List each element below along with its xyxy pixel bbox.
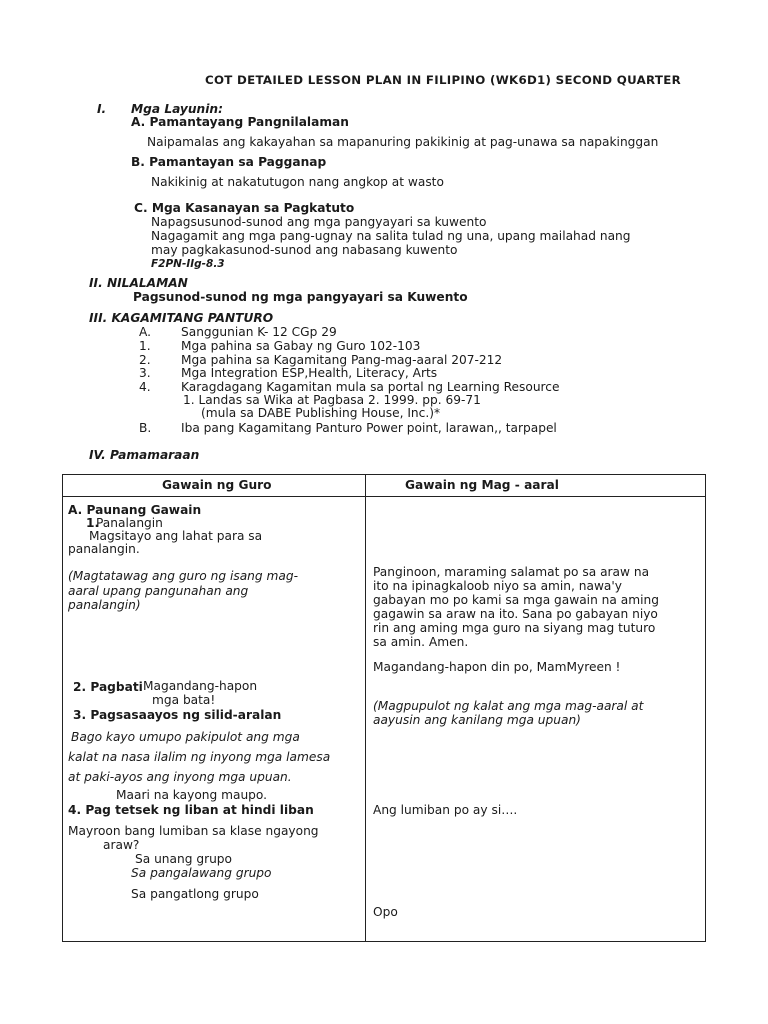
header-divider <box>63 496 705 497</box>
group-3: Sa pangatlong grupo <box>131 887 259 901</box>
prayer-note-line-2: aaral upang pangunahan ang <box>68 584 249 598</box>
column-header-mag-aaral: Gawain ng Mag - aaral <box>405 478 559 492</box>
pangnilalaman-text: Naipamalas ang kakayahan sa mapanuring pakikinig at pag-unawa sa napakinggan <box>147 135 659 149</box>
section-heading-nilalaman: II. NILALAMAN <box>89 276 188 290</box>
list-marker: 4. <box>139 380 151 394</box>
pagsasaayos-line-1: Bago kayo umupo pakipulot ang mga <box>71 730 300 744</box>
item-number: 1. <box>86 516 100 530</box>
absent-response: Ang lumiban po ay si…. <box>373 803 518 817</box>
kasanayan-line-2: Nagagamit ang mga pang-ugnay na salita tulad ng una, upang mailahad nang <box>151 229 631 243</box>
section-number-1: I. <box>97 102 107 116</box>
list-marker: 2. <box>139 353 151 367</box>
section-heading-layunin: Mga Layunin: <box>131 102 223 116</box>
subheading-pamantayan-pagganap: B. Pamantayan sa Pagganap <box>131 155 327 169</box>
group-1: Sa unang grupo <box>135 852 232 866</box>
pagbati-text-2: mga bata! <box>152 693 216 707</box>
list-item: Sanggunian K- 12 CGp 29 <box>181 325 337 339</box>
list-marker: A. <box>139 325 151 339</box>
list-marker: 1. <box>139 339 151 353</box>
greeting-response: Magandang-hapon din po, MamMyreen ! <box>373 660 621 674</box>
pagsasaayos-line-4: Maari na kayong maupo. <box>116 788 268 802</box>
subheading-kasanayan: C. Mga Kasanayan sa Pagkatuto <box>134 201 355 215</box>
section-heading-pamamaraan: IV. Pamamaraan <box>89 448 200 462</box>
pagganap-text: Nakikinig at nakatutugon nang angkop at wasto <box>151 175 444 189</box>
list-item: Mga pahina sa Kagamitang Pang-mag-aaral 207-212 <box>181 353 503 367</box>
column-divider <box>365 475 366 941</box>
prayer-line-2: ito na ipinagkaloob niyo sa amin, nawa'y <box>373 579 622 593</box>
kasanayan-line-3: may pagkakasunod-sunod ang nabasang kuwento <box>151 243 458 257</box>
prayer-line-6: sa amin. Amen. <box>373 635 469 649</box>
pag-tetsek-label: 4. Pag tetsek ng liban at hindi liban <box>68 803 314 817</box>
prayer-line-1: Panginoon, maraming salamat po sa araw na <box>373 565 650 579</box>
reference-line-1: 1. Landas sa Wika at Pagbasa 2. 1999. pp. 69-71 <box>183 393 481 407</box>
group-2: Sa pangalawang grupo <box>131 866 272 880</box>
pagbati-text: Magandang-hapon <box>143 679 258 693</box>
panalangin-line-1: Magsitayo ang lahat para sa <box>89 529 263 543</box>
kasanayan-line-1: Napagsusunod-sunod ang mga pangyayari sa kuwento <box>151 215 487 229</box>
prayer-line-3: gabayan mo po kami sa mga gawain na aming <box>373 593 659 607</box>
list-item: Mga Integration ESP,Health, Literacy, Arts <box>181 366 438 380</box>
list-marker: B. <box>139 421 152 435</box>
pag-tetsek-line-2: araw? <box>103 838 140 852</box>
reference-line-2: (mula sa DABE Publishing House, Inc.)* <box>201 406 441 420</box>
pag-tetsek-line-1: Mayroon bang lumiban sa klase ngayong <box>68 824 319 838</box>
pagsasaayos-label: 3. Pagsasaayos ng silid-aralan <box>73 708 282 722</box>
paunang-gawain-heading: A. Paunang Gawain <box>68 503 202 517</box>
column-header-guro: Gawain ng Guro <box>162 478 272 492</box>
competency-code: F2PN-IIg-8.3 <box>151 258 225 270</box>
list-item: Mga pahina sa Gabay ng Guro 102-103 <box>181 339 421 353</box>
nilalaman-text: Pagsunod-sunod ng mga pangyayari sa Kuwento <box>133 290 468 304</box>
list-marker: 3. <box>139 366 151 380</box>
panalangin-line-2: panalangin. <box>68 542 140 556</box>
prayer-note-line-1: (Magtatawag ang guro ng isang mag- <box>68 569 298 583</box>
prayer-note-line-3: panalangin) <box>68 598 141 612</box>
panalangin-label: Panalangin <box>96 516 163 530</box>
list-item: Iba pang Kagamitang Panturo Power point, larawan,, tarpapel <box>181 421 557 435</box>
opo-response: Opo <box>373 905 398 919</box>
pagbati-label: 2. Pagbati <box>73 680 143 694</box>
pagsasaayos-line-2: kalat na nasa ilalim ng inyong mga lamesa <box>68 750 331 764</box>
action-note-line-1: (Magpupulot ng kalat ang mga mag-aaral at <box>373 699 644 713</box>
subheading-pamantayang-pangnilalaman: A. Pamantayang Pangnilalaman <box>131 115 349 129</box>
section-heading-kagamitang-panturo: III. KAGAMITANG PANTURO <box>89 311 274 325</box>
prayer-line-5: rin ang aming mga guro na siyang mag tuturo <box>373 621 656 635</box>
list-item: Karagdagang Kagamitan mula sa portal ng Learning Resource <box>181 380 560 394</box>
action-note-line-2: aayusin ang kanilang mga upuan) <box>373 713 581 727</box>
pagsasaayos-line-3: at paki-ayos ang inyong mga upuan. <box>68 770 292 784</box>
document-title: COT DETAILED LESSON PLAN IN FILIPINO (WK6D1) SECOND QUARTER <box>205 73 681 87</box>
prayer-line-4: gagawin sa araw na ito. Sana po gabayan niyo <box>373 607 658 621</box>
